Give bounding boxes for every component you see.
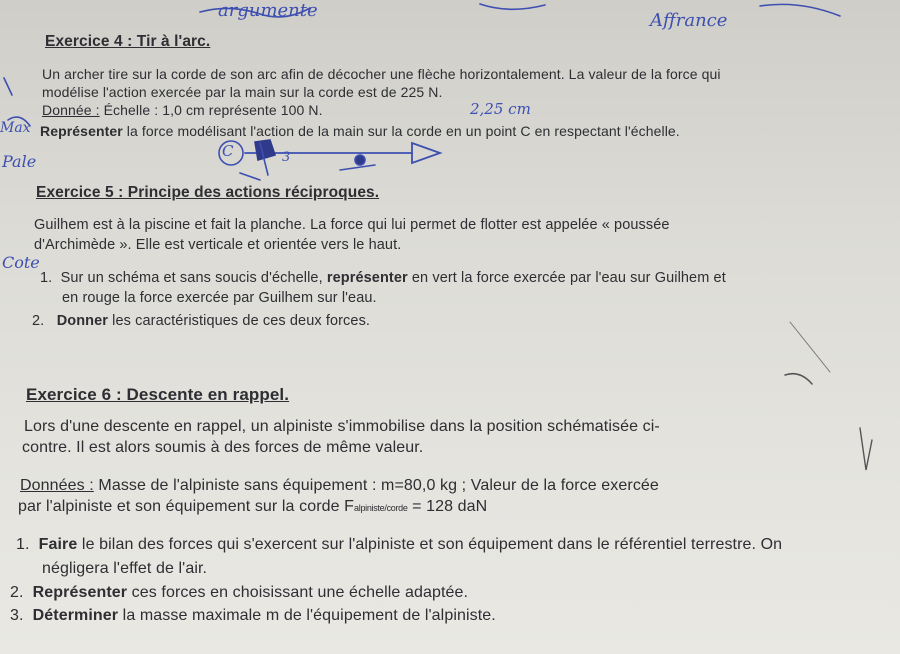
force-subscript: alpiniste/corde — [354, 503, 408, 513]
exercise-5-para-1: Guilhem est à la piscine et fait la planche. La force qui lui permet de flotter est appelée « poussée — [34, 217, 670, 233]
handwritten-note-top-right: Affrance — [650, 10, 728, 31]
exercise-6-question-3 — [10, 607, 496, 625]
donnees-label: Données : — [20, 477, 94, 494]
handwritten-margin-1: Max — [0, 120, 31, 136]
represent-rest: la force modélisant l'action de la main sur la corde en un point C en respectant l'échelle. — [122, 123, 680, 139]
top-scribble-2 — [480, 4, 545, 9]
exercise-6-para-1: Lors d'une descente en rappel, un alpiniste s'immobilise dans la position schématisée ci- — [24, 418, 660, 435]
exercise-4-line-1: Un archer tire sur la corde de son arc afin de décocher une flèche horizontalement. La valeur de la force qui — [42, 66, 721, 82]
q3-verb: Déterminer — [32, 607, 119, 624]
exercise-5-title: Exercice 5 : Principe des actions réciproques. — [36, 184, 380, 201]
exercise-6-question-1 — [16, 536, 782, 554]
handwritten-margin-3: Cote — [2, 253, 40, 272]
exercise-4-title: Exercice 4 : Tir à l'arc. — [45, 33, 211, 50]
exercise-5-para-2: d'Archimède ». Elle est verticale et orientée vers le haut. — [34, 237, 402, 253]
q2-number: 2. — [32, 313, 45, 329]
exercise-6-title: Exercice 6 : Descente en rappel. — [26, 385, 290, 404]
handwritten-note-top-left: argumente — [218, 0, 318, 21]
q1-number: 1. — [16, 536, 30, 553]
exercise-5-question-1-cont: en rouge la force exercée par Guilhem sur l'eau. — [62, 290, 377, 306]
donnees-text-1: Masse de l'alpiniste sans équipement : m=80,0 kg ; Valeur de la force exercée — [93, 477, 659, 494]
handwritten-scale-length: 2,25 cm — [470, 100, 531, 118]
q2-rest: ces forces en choisissant une échelle adaptée. — [127, 584, 469, 601]
donnees-text-2a: par l'alpiniste et son équipement sur la corde F — [18, 498, 355, 515]
exercise-4-line-2: modélise l'action exercée par la main sur la corde est de 225 N. — [42, 84, 443, 100]
exercise-6-donnees-1 — [20, 477, 659, 495]
q3-rest: la masse maximale m de l'équipement de l'alpiniste. — [118, 607, 496, 624]
exercise-5-question-2 — [32, 313, 370, 329]
q2-verb: Représenter — [32, 584, 128, 601]
exercise-4-donnee — [42, 102, 323, 118]
q2-number: 2. — [10, 584, 24, 601]
q1-rest: le bilan des forces qui s'exercent sur l'alpiniste et son équipement dans le référentiel terrestre. On — [77, 536, 783, 553]
q1-text-a: Sur un schéma et sans soucis d'échelle, — [60, 270, 327, 286]
exercise-6-para-2: contre. Il est alors soumis à des forces de même valeur. — [22, 439, 424, 456]
q1-verb: Faire — [38, 536, 78, 553]
exercise-6-donnees-2 — [18, 498, 487, 516]
q2-rest: les caractéristiques de ces deux forces. — [108, 313, 371, 329]
donnee-text: Échelle : 1,0 cm représente 100 N. — [99, 102, 323, 118]
force-arrow-head — [412, 143, 440, 163]
top-scribble-3 — [760, 4, 840, 16]
represent-verb: Représenter — [40, 123, 123, 139]
q2-verb: Donner — [56, 313, 109, 329]
exercise-5-question-1 — [40, 270, 726, 286]
q3-number: 3. — [10, 607, 24, 624]
handwritten-number: 3 — [282, 150, 291, 165]
exercise-6-question-2 — [10, 584, 468, 602]
donnees-text-2b: = 128 daN — [407, 498, 488, 515]
donnee-label: Donnée : — [42, 102, 100, 118]
handwritten-point-c: C — [222, 142, 234, 160]
exercise-4-instruction — [40, 123, 680, 139]
exercise-6-question-1-cont: négligera l'effet de l'air. — [42, 560, 208, 577]
handwritten-margin-2: Pale — [2, 152, 37, 171]
q1-number: 1. — [40, 270, 53, 286]
q1-text-b: en vert la force exercée par l'eau sur Guilhem et — [407, 270, 726, 286]
q1-verb: représenter — [326, 270, 408, 286]
